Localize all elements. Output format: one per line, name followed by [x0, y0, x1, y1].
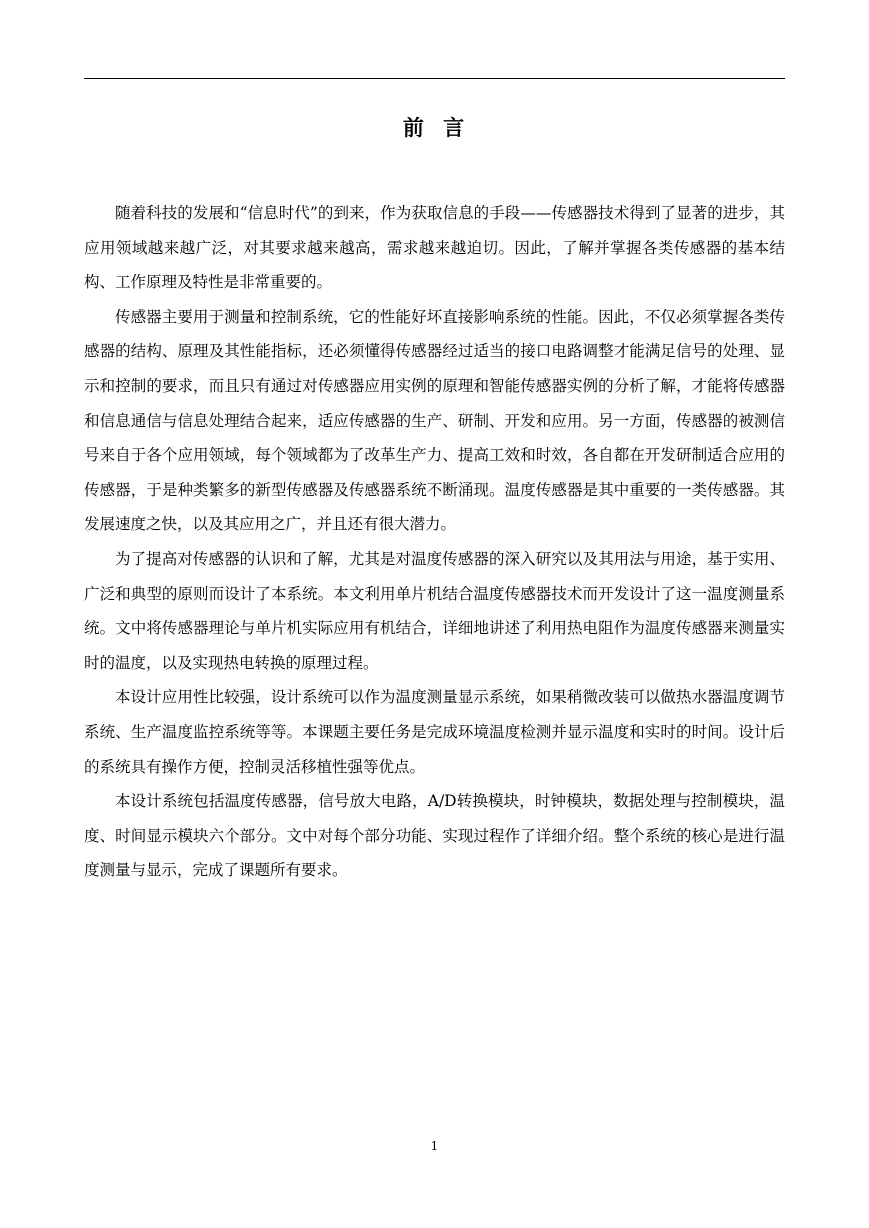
page-number: 1	[430, 1139, 439, 1153]
paragraph: 本设计应用性比较强，设计系统可以作为温度测量显示系统，如果稍微改装可以做热水器温度调节系统、生产温度监控系统等等。本课题主要任务是完成环境温度检测并显示温度和实时的时间。设计后的系统具有操作方便，控制灵活移植性强等优点。	[84, 688, 785, 776]
header-rule	[84, 78, 785, 79]
body-text	[84, 196, 785, 888]
paragraph: 本设计系统包括温度传感器，信号放大电路，A/D转换模块，时钟模块，数据处理与控制模块，温度、时间显示模块六个部分。文中对每个部分功能、实现过程作了详细介绍。整个系统的核心是进行温度测量与显示，完成了课题所有要求。	[84, 792, 785, 880]
page-title: 前 言	[402, 115, 467, 140]
paragraph: 为了提高对传感器的认识和了解，尤其是对温度传感器的深入研究以及其用法与用途，基于实用、广泛和典型的原则而设计了本系统。本文利用单片机结合温度传感器技术而开发设计了这一温度测量系统。文中将传感器理论与单片机实际应用有机结合，详细地讲述了利用热电阻作为温度传感器来测量实时的温度，以及实现热电转换的原理过程。	[84, 549, 785, 672]
paragraph: 传感器主要用于测量和控制系统，它的性能好坏直接影响系统的性能。因此，不仅必须掌握各类传感器的结构、原理及其性能指标，还必须懂得传感器经过适当的接口电路调整才能满足信号的处理、显示和控制的要求，而且只有通过对传感器应用实例的原理和智能传感器实例的分析了解，才能将传感器和信息通信与信息处理结合起来，适应传感器的生产、研制、开发和应用。另一方面，传感器的被测信号来自于各个应用领域，每个领域都为了改革生产力、提高工效和时效，各自都在开发研制适合应用的传感器，于是种类繁多的新型传感器及传感器系统不断涌现。温度传感器是其中重要的一类传感器。其发展速度之快，以及其应用之广，并且还有很大潜力。	[84, 307, 785, 534]
paragraph: 随着科技的发展和“信息时代”的到来，作为获取信息的手段——传感器技术得到了显著的进步，其应用领域越来越广泛，对其要求越来越高，需求越来越迫切。因此，了解并掌握各类传感器的基本结构、工作原理及特性是非常重要的。	[84, 204, 785, 292]
